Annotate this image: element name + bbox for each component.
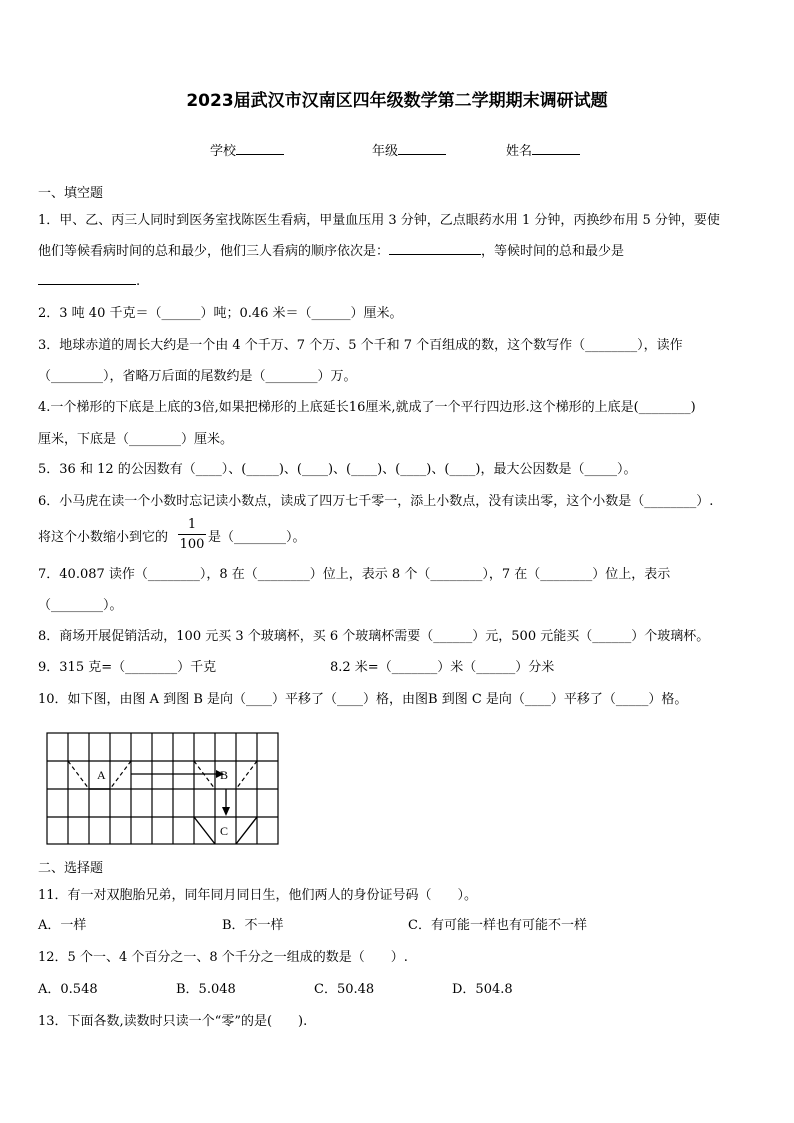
q7-line-a: 7．40.087 读作（________），8 在（________）位上，表示 8 个（________），7 在（________）位上，表示 xyxy=(38,567,671,582)
label-c: C xyxy=(220,824,229,838)
label-a: A xyxy=(97,768,106,782)
q1-blank-total[interactable] xyxy=(38,272,136,285)
name-label: 姓名 xyxy=(506,144,533,159)
q12-option-c[interactable]: C．50.48 xyxy=(314,982,375,997)
q11-line: 11．有一对双胞胎兄弟，同年同月同日生，他们两人的身份证号码（ ）。 xyxy=(38,888,478,903)
q5-line: 5．36 和 12 的公因数有（____）、(_____)、(____)、(____)、(____)、(____)，最大公因数是（_____）。 xyxy=(38,462,637,477)
q3-line-b: （________），省略万后面的尾数约是（________）万。 xyxy=(38,369,357,384)
q1-line-c xyxy=(38,272,140,289)
arrow-down-head xyxy=(222,807,230,816)
q11-option-b[interactable]: B．不一样 xyxy=(222,918,284,933)
q6-line-a: 6．小马虎在读一个小数时忘记读小数点，读成了四万七千零一，添上小数点，没有读出零，这个小数是（________）. xyxy=(38,494,714,509)
q6-line-b-text: 将这个小数缩小到它的 xyxy=(38,530,169,545)
grid-lines xyxy=(47,733,278,844)
q12-option-a[interactable]: A．0.548 xyxy=(38,982,98,997)
q11-option-c[interactable]: C．有可能一样也有可能不一样 xyxy=(408,918,587,933)
q1-text-b: 他们等候看病时间的总和最少，他们三人看病的顺序依次是： xyxy=(38,244,390,259)
q1-text-d: . xyxy=(136,274,141,289)
q12-option-d[interactable]: D．504.8 xyxy=(452,982,513,997)
q1-line-b xyxy=(38,240,624,259)
q11-option-a[interactable]: A．一样 xyxy=(38,918,87,933)
q10-line: 10．如下图，由图 A 到图 B 是向（____）平移了（____）格，由图B 到图 C 是向（____）平移了（_____）格。 xyxy=(38,692,688,707)
q3-line-a: 3．地球赤道的周长大约是一个由 4 个千万、7 个万、5 个千和 7 个百组成的数，这个数写作（________），读作 xyxy=(38,338,683,353)
translation-grid-figure xyxy=(46,732,280,846)
grade-blank[interactable] xyxy=(398,142,446,155)
q6-line-b-end: 是（________）。 xyxy=(208,530,306,545)
q1-blank-order[interactable] xyxy=(389,242,481,255)
q1-text-c: ，等候时间的总和最少是 xyxy=(481,244,625,259)
label-b: B xyxy=(220,768,229,782)
q4-line-a: 4.一个梯形的下底是上底的3倍,如果把梯形的上底延长16厘米,就成了一个平行四边形.这个梯形的上底是(________) xyxy=(38,400,696,415)
school-blank[interactable] xyxy=(236,142,284,155)
q9-line-a: 9．315 克=（________）千克 xyxy=(38,660,217,675)
fraction-bar xyxy=(178,534,206,535)
name-field xyxy=(506,140,580,159)
grade-field xyxy=(372,140,446,159)
section-fill-blank-heading: 一、填空题 xyxy=(38,186,104,201)
q13-line: 13．下面各数,读数时只读一个“零”的是( ). xyxy=(38,1014,308,1029)
q6-fraction xyxy=(178,517,206,552)
q7-line-b: （________）。 xyxy=(38,598,123,613)
fraction-numerator: 1 xyxy=(187,517,197,532)
school-label: 学校 xyxy=(210,144,237,159)
q12-option-b[interactable]: B．5.048 xyxy=(176,982,236,997)
grade-label: 年级 xyxy=(372,144,399,159)
q8-line: 8．商场开展促销活动，100 元买 3 个玻璃杯，买 6 个玻璃杯需要（______）元，500 元能买（______）个玻璃杯。 xyxy=(38,629,710,644)
school-field xyxy=(210,140,284,159)
page-title: 2023届武汉市汉南区四年级数学第二学期期末调研试题 xyxy=(186,91,608,111)
q1-line-a: 1．甲、乙、丙三人同时到医务室找陈医生看病，甲量血压用 3 分钟，乙点眼药水用 1 分钟，丙换纱布用 5 分钟，要使 xyxy=(38,213,720,228)
q9-line-b: 8.2 米=（_______）米（______）分米 xyxy=(330,660,555,675)
section-choice-heading: 二、选择题 xyxy=(38,861,104,876)
q2-line: 2．3 吨 40 千克＝（______）吨；0.46 米＝（______）厘米。 xyxy=(38,306,403,321)
name-blank[interactable] xyxy=(532,142,580,155)
q4-line-b: 厘米，下底是（________）厘米。 xyxy=(38,432,234,447)
q12-line: 12．5 个一、4 个百分之一、8 个千分之一组成的数是（ ）. xyxy=(38,950,408,965)
fraction-denominator: 100 xyxy=(179,537,205,552)
